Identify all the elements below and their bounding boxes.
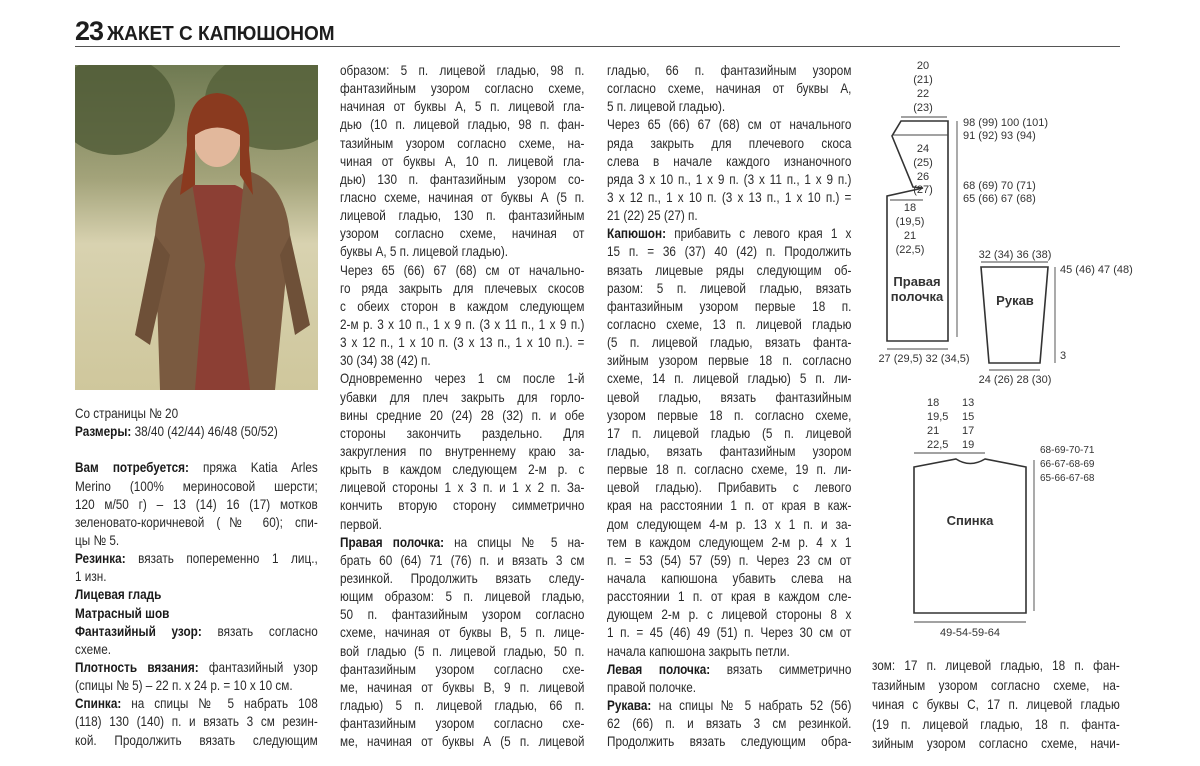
sleeve-top-width: 32 (34) 36 (38)	[978, 249, 1052, 261]
line-text: слева в начале каждого изнаночного	[607, 152, 852, 169]
line-text: ме, начиная от буквы А (5 п. лицевой	[340, 733, 585, 750]
line-text: вязать согласно	[201, 622, 318, 639]
front-height-shoulder-top: 68 (69) 70 (71)	[963, 180, 1036, 192]
line-text: ме, начиная от буквы В, 9 п. лицевой	[340, 678, 585, 695]
line-text: 17 п. лицевой гладью (5 п. лицевой	[607, 424, 852, 441]
front-neck-width: (25)	[913, 157, 933, 169]
front-height-neck: 91 (92) 93 (94)	[963, 130, 1036, 142]
line-text: закругления по внутреннему краю за-	[340, 442, 585, 459]
pattern-number: 23	[75, 16, 104, 46]
sleeve-height: 45 (46) 47 (48)	[1060, 264, 1133, 276]
line-text: прибавить с левого края 1 х	[666, 225, 852, 242]
line-text: согласно схеме, начиная от буквы А,	[607, 80, 852, 97]
line-text: зеленовато-коричневой (№ 60); спи-	[75, 513, 318, 530]
line-text: вязать симметрично	[710, 660, 852, 677]
line-text: (19 п. лицевой гладью, 18 п. фанта-	[872, 715, 1120, 732]
line-text: зийным узором согласно схеме, начи-	[872, 735, 1120, 751]
line-text: Продолжить вязать следующим обра-	[607, 733, 852, 750]
line-text: вины средние 20 (24) 28 (32) п. и обе	[340, 406, 585, 423]
line-text: гласно схеме, начиная от буквы А (5 п.	[340, 188, 585, 205]
line-text: согласно схеме, 13 п. лицевой гладью	[607, 315, 852, 332]
line-text: схеме, 14 п. лицевой гладью) 5 п. ли-	[607, 370, 852, 387]
front-shoulder-width: 21	[903, 230, 917, 242]
sleeve-label: Рукав	[996, 293, 1034, 308]
section-label: Капюшон:	[607, 225, 667, 242]
line-text: чиная от буквы А, 10 п. лицевой гла-	[340, 152, 585, 169]
line-text: 2-м р. 3 х 10 п., 1 х 9 п. (3 х 11 п., 1 х 9 п.)	[340, 315, 585, 332]
line-text: п. = 53 (54) 57 (59) п. Через 23 см от	[607, 551, 852, 568]
back-neck-width: 13	[962, 397, 975, 409]
line-text: буквы А, 5 п. лицевой гладью).	[340, 243, 509, 260]
line-text: 5 п. лицевой гладью).	[607, 98, 726, 115]
back-height: 66-67-68-69	[1040, 459, 1095, 470]
line-text: 3 х 12 п., 1 х 10 п. (3 х 13 п., 1 х 10 п.). =	[340, 334, 585, 351]
line-text: кой. Продолжить вязать следующим	[75, 731, 318, 748]
line-text: узором первые 18 п. согласно схеме,	[607, 406, 852, 423]
line-text: ряда 3 х 10 п., 1 х 9 п. (3 х 11 п., 1 х 9 п.)	[607, 170, 852, 187]
line-text: ющим образом: 5 п. лицевой гладью,	[340, 588, 585, 605]
line-text: зийным узором первые 18 п. согласно	[607, 352, 852, 369]
front-top-width: (21)	[913, 74, 933, 86]
line-text: вязать попеременно 1 лиц.,	[125, 550, 318, 567]
line-text: 38/40 (42/44) 46/48 (50/52)	[131, 423, 278, 440]
line-text: фантазийный узор	[198, 658, 318, 675]
line-text: дующем 2-м р. с лицевой стороны 8 х	[607, 606, 852, 623]
line-text: первой.	[340, 515, 382, 532]
sleeve-cuff-height: 3	[1060, 350, 1067, 362]
front-piece-label: Правая	[893, 274, 941, 289]
sleeve-outline	[981, 267, 1048, 363]
line-text: резинкой. Продолжить вязать следу-	[340, 569, 585, 586]
pattern-title: ЖАКЕТ С КАПЮШОНОМ	[107, 23, 335, 45]
line-text: цы № 5.	[75, 531, 120, 548]
back-neck-width: 19	[962, 439, 975, 451]
line-text: стороны закончить раздельно. Для	[340, 424, 585, 441]
back-shoulder-width: 21	[927, 425, 940, 437]
line-text: фантазийным узором согласно схеме,	[340, 80, 585, 97]
line-text: на спицы № 5 набрать 52 (56)	[651, 696, 852, 713]
line-text: чиная с буквы С, 17 п. лицевой гладью	[872, 696, 1120, 712]
line-text: Через 65 (66) 67 (68) см от начально-	[340, 261, 585, 278]
line-text: образом: 5 п. лицевой гладью, 98 п.	[340, 62, 585, 78]
line-text: лицевой гладью, 130 п. фантазийным	[340, 207, 585, 224]
back-shoulder-width: 19,5	[927, 411, 949, 423]
line-text: цевой гладью, вязать фантазийным	[607, 388, 852, 405]
line-text: схеме, начиная от буквы В, 5 п. лице-	[340, 624, 585, 641]
line-text: тем в каждом следующем 2-м р. 4 х 1	[607, 533, 852, 550]
line-text: начиная от буквы А, 5 п. лицевой гла-	[340, 98, 585, 115]
back-shoulder-width: 22,5	[927, 439, 949, 451]
line-text: гладью, 66 п. фантазийным узором	[607, 62, 852, 78]
line-text: начала капюшона убавить слева на	[607, 569, 852, 586]
front-shoulder-width: (19,5)	[895, 216, 925, 228]
section-label: Правая полочка:	[340, 533, 445, 550]
front-height-shoulder: 65 (66) 67 (68)	[963, 193, 1036, 205]
line-text: 62 (66) п. и вязать 3 см резинкой.	[607, 715, 852, 732]
section-label: Левая полочка:	[607, 660, 711, 677]
section-label: Размеры:	[75, 423, 132, 440]
line-text: (118) 130 (140) п. и вязать 3 см резин-	[75, 713, 318, 730]
front-top-width: (23)	[913, 102, 933, 114]
line-text: дью (10 п. лицевой гладью, 98 п. фан-	[340, 116, 585, 133]
line-text: Через 65 (66) 67 (68) см от начального	[607, 116, 852, 133]
section-label: Матрасный шов	[75, 604, 170, 621]
line-text: тазийным узором согласно схеме, на-	[872, 676, 1120, 693]
line-text: дью) 130 п. фантазийным узором со-	[340, 170, 585, 187]
back-neck-width: 17	[962, 425, 975, 437]
line-text: 1 изн.	[75, 568, 107, 585]
line-text: вой гладью (5 п. лицевой гладью, 50 п.	[340, 642, 585, 659]
front-top-width: 20	[916, 60, 930, 72]
line-text: на спицы № 5 набрать 108	[121, 695, 318, 712]
line-text: ряда закрыть для плечевого скоса	[607, 134, 852, 151]
section-label: Плотность вязания:	[75, 658, 199, 675]
line-text: начала капюшона закрыть петли.	[607, 642, 790, 659]
front-height-total: 98 (99) 100 (101)	[963, 117, 1048, 129]
line-text: с обеих сторон в каждом следующем	[340, 297, 585, 314]
line-text: Merino (100% мериносовой шерсти;	[75, 477, 318, 494]
line-text: гладью) 5 п. лицевой гладью, 66 п.	[340, 696, 585, 713]
line-text: 15 п. = 36 (37) 40 (42) п. Продолжить	[607, 243, 852, 260]
line-text: 3 х 12 п., 1 х 10 п. (3 х 13 п., 1 х 10 п.) =	[607, 188, 852, 205]
section-label: Вам потребуется:	[75, 459, 189, 476]
line-text: 50 п. фантазийным узором согласно	[340, 606, 585, 623]
line-text: гладью, вязать фантазийным узором	[607, 442, 852, 459]
line-text: разом: 5 п. лицевой гладью, вязать	[607, 279, 852, 296]
line-text: тазийным узором согласно схеме, на-	[340, 134, 585, 151]
line-text: правой полочке.	[607, 678, 697, 695]
line-text: пряжа Katia Arles	[188, 459, 318, 476]
section-label: Лицевая гладь	[75, 586, 162, 603]
line-text: убавки для плеч закрыть для горло-	[340, 388, 585, 405]
line-text: края на расстоянии 1 п. от края в каж-	[607, 497, 852, 514]
line-text: фантазийным узором первые 18 п.	[607, 297, 852, 314]
section-label: Резинка:	[75, 550, 126, 567]
line-text: фантазийным узором согласно схе-	[340, 715, 585, 732]
front-shoulder-width: (22,5)	[895, 244, 925, 256]
section-label: Фантазийный узор:	[75, 622, 202, 639]
front-shoulder-width: 18	[903, 202, 917, 214]
front-neck-width: (27)	[913, 184, 933, 196]
front-neck-width: 26	[916, 171, 930, 183]
front-top-width: 22	[916, 88, 930, 100]
front-neck-width: 24	[916, 143, 930, 155]
line-text: вязать лицевые ряды следующим об-	[607, 261, 852, 278]
line-text: (5 п. лицевой гладью, вязать фанта-	[607, 334, 852, 351]
back-neck-width: 15	[962, 411, 975, 423]
line-text: первые 18 п. согласно схеме, 19 п. ли-	[607, 461, 852, 478]
line-text: кончить вторую сторону симметрично	[340, 497, 585, 514]
line-text: расстоянии 1 п. от края в каждом сле-	[607, 588, 852, 605]
back-bottom-width: 49-54-59-64	[940, 627, 1000, 639]
front-piece-label: полочка	[890, 289, 944, 304]
back-piece-label: Спинка	[946, 513, 994, 528]
line-text: схеме.	[75, 640, 112, 657]
line-text: узором согласно схеме, начиная от	[340, 225, 585, 242]
section-label: Спинка:	[75, 695, 122, 712]
line-text: (спицы № 5) – 22 п. х 24 р. = 10 х 10 см.	[75, 677, 293, 694]
back-height: 65-66-67-68	[1040, 473, 1095, 484]
line-text: цевой гладью). Прибавить с левого	[607, 479, 852, 496]
section-label: Рукава:	[607, 696, 652, 713]
back-height: 68-69-70-71	[1040, 445, 1095, 456]
line-text: Со страницы № 20	[75, 405, 179, 421]
line-text: го ряда закрыть для плечевых скосов	[340, 279, 585, 296]
line-text: на спицы № 5 на-	[444, 533, 585, 550]
line-text: зом: 17 п. лицевой гладью, 18 п. фан-	[872, 657, 1120, 673]
line-text: фантазийным узором согласно схе-	[340, 660, 585, 677]
line-text: брать 60 (64) 71 (76) п. и вязать 3 см	[340, 551, 585, 568]
line-text: 30 (34) 38 (42) п.	[340, 352, 431, 369]
front-bottom-width: 27 (29,5) 32 (34,5)	[878, 353, 970, 365]
line-text: 120 м/50 г) – 13 (14) 16 (17) мотков	[75, 495, 318, 512]
line-text: лицевой стороны 1 х 3 п. и 1 х 2 п. За-	[340, 479, 585, 496]
back-piece-outline	[914, 459, 1026, 613]
line-text: 1 п. = 45 (46) 49 (51) п. Через 30 см от	[607, 624, 852, 641]
sleeve-bottom-width: 24 (26) 28 (30)	[978, 374, 1052, 386]
line-text: крыть в каждом следующем 2-м р. с	[340, 461, 585, 478]
line-text: Одновременно через 1 см после 1-й	[340, 370, 585, 387]
line-text: 21 (22) 25 (27) п.	[607, 207, 698, 224]
back-shoulder-width: 18	[927, 397, 940, 409]
line-text: дом следующем 4-м р. 13 х 1 п. и за-	[607, 515, 852, 532]
